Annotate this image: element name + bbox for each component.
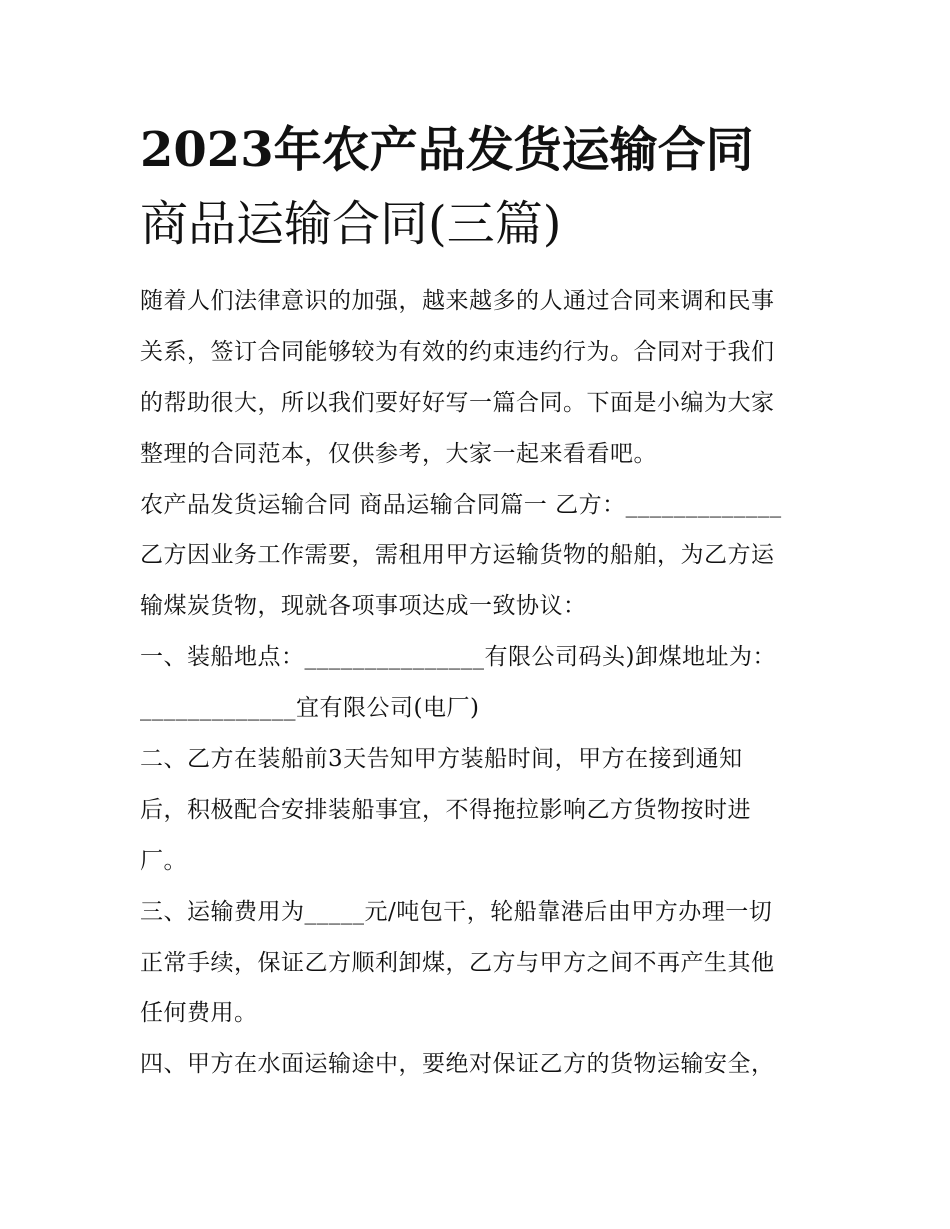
text-line: 农产品发货运输合同 商品运输合同篇一 乙方：_____________ <box>140 491 782 518</box>
text-line: 一、装船地点：_______________有限公司码头)卸煤地址为： <box>140 644 776 671</box>
document-body <box>140 276 820 1090</box>
text-line: 二、乙方在装船前3天告知甲方装船时间，甲方在接到通知 <box>140 746 743 773</box>
title-line-2: 商品运输合同(三篇) <box>140 196 562 252</box>
document-title <box>140 113 840 261</box>
text-line: 的帮助很大，所以我们要好好写一篇合同。下面是小编为大家 <box>140 389 775 416</box>
text-line: 厂。 <box>140 847 187 874</box>
text-line: 输煤炭货物，现就各项事项达成一致协议： <box>140 593 587 620</box>
text-line: 后，积极配合安排装船事宜，不得拖拉影响乙方货物按时进 <box>140 796 751 823</box>
text-line: 三、运输费用为_____元/吨包干，轮船靠港后由甲方办理一切 <box>140 898 773 925</box>
text-line: 整理的合同范本，仅供参考，大家一起来看看吧。 <box>140 440 657 467</box>
text-line: 随着人们法律意识的加强，越来越多的人通过合同来调和民事 <box>140 288 775 314</box>
text-line: _____________宜有限公司(电厂) <box>140 695 480 722</box>
title-line-1: 2023年农产品发货运输合同 <box>140 122 754 178</box>
text-line: 乙方因业务工作需要，需租用甲方运输货物的船舶，为乙方运 <box>140 542 775 569</box>
text-line: 四、甲方在水面运输途中，要绝对保证乙方的货物运输安全， <box>140 1051 775 1078</box>
text-line: 任何费用。 <box>140 1000 258 1027</box>
text-line: 正常手续，保证乙方顺利卸煤，乙方与甲方之间不再产生其他 <box>140 949 775 976</box>
text-line: 关系，签订合同能够较为有效的约束违约行为。合同对于我们 <box>140 338 775 365</box>
